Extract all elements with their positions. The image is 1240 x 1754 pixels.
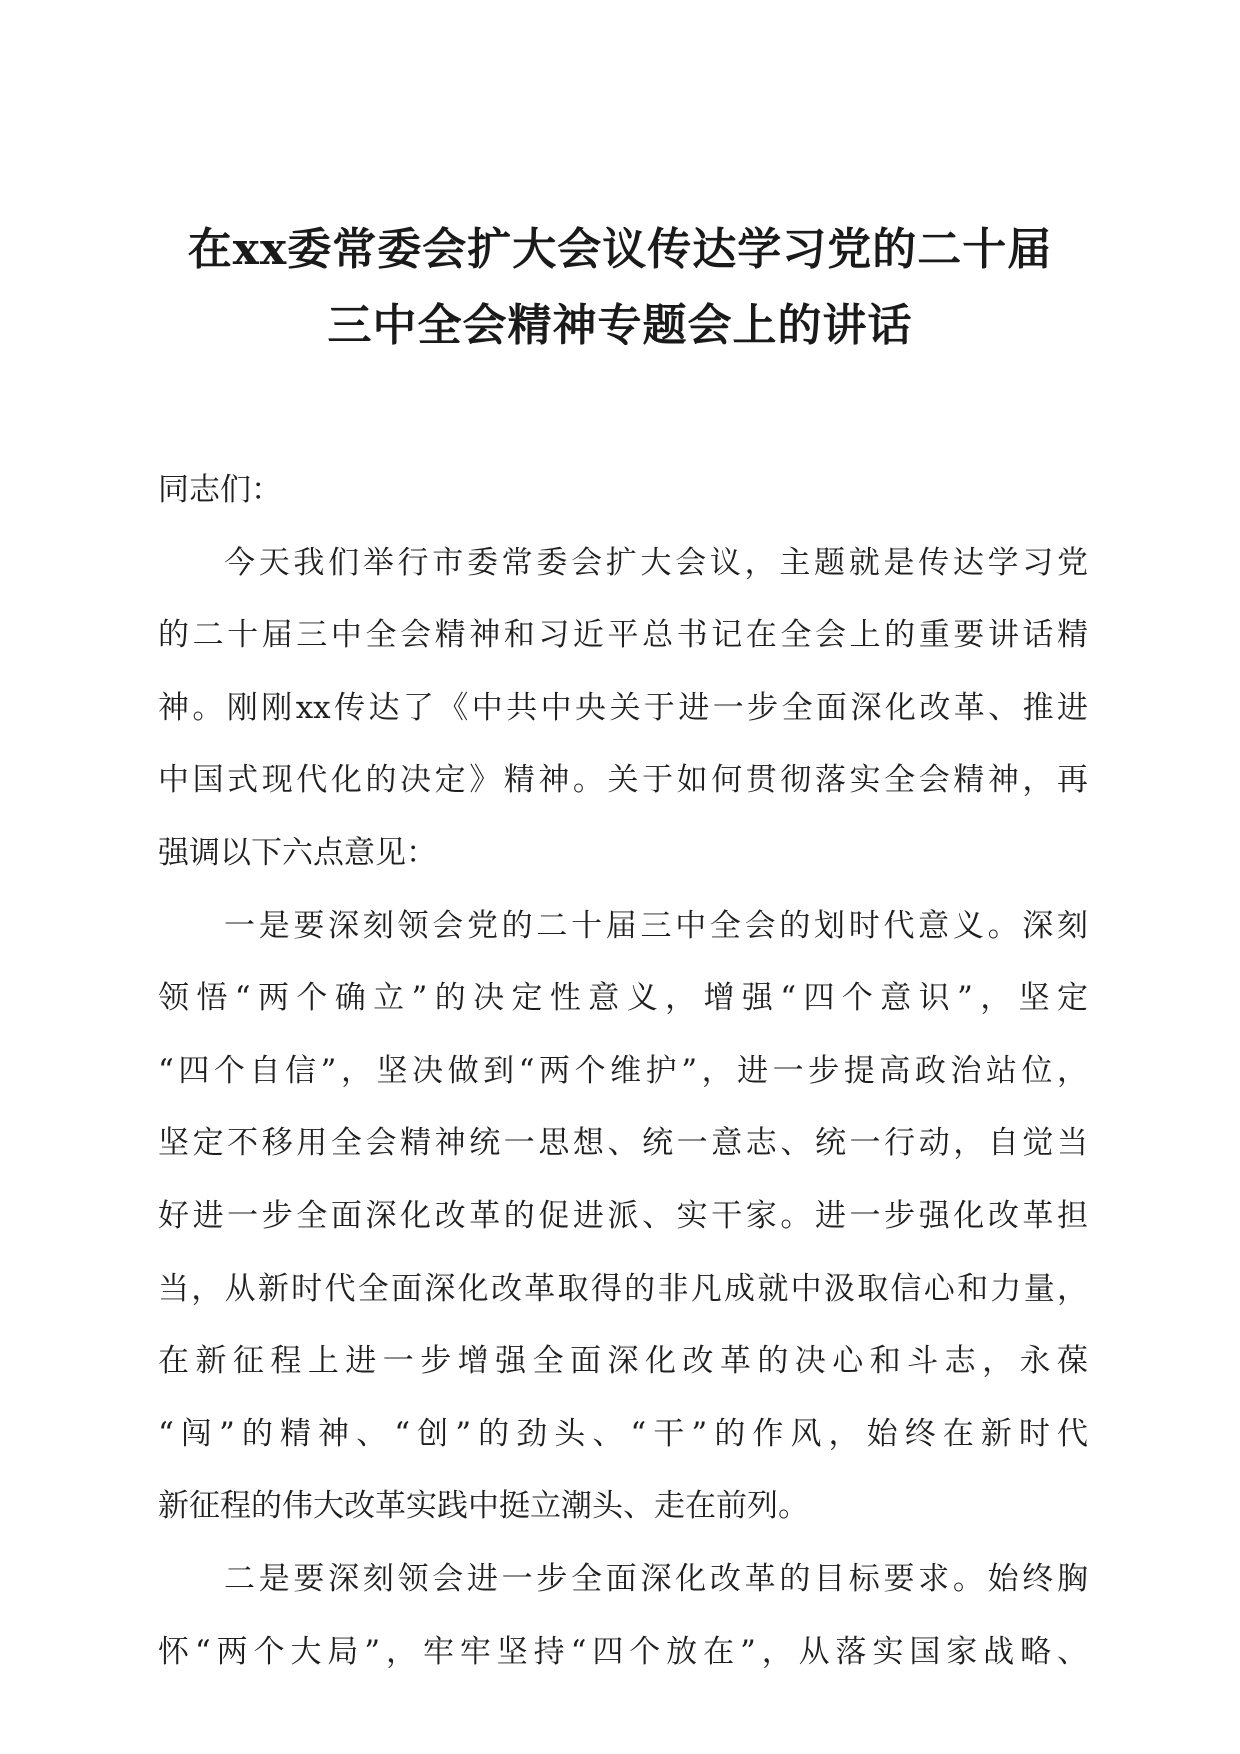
body-line: 二是要深刻领会进一步全面深化改革的目标要求。始终胸: [224, 1560, 1088, 1597]
body-line: 神。刚刚xx传达了《中共中央关于进一步全面深化改革、推进: [158, 689, 1088, 726]
body-line: 新征程的伟大改革实践中挺立潮头、走在前列。: [158, 1488, 809, 1525]
body-line: 坚定不移用全会精神统一思想、统一意志、统一行动，自觉当: [158, 1125, 1088, 1162]
title-line-1: 在xx委常委会扩大会议传达学习党的二十届: [187, 224, 1053, 275]
body-line: 今天我们举行市委常委会扩大会议，主题就是传达学习党: [224, 544, 1088, 581]
body-line: 怀“两个大局”，牢牢坚持“四个放在”，从落实国家战略、: [158, 1633, 1088, 1670]
body-line: “四个自信”，坚决做到“两个维护”，进一步提高政治站位，: [158, 1052, 1088, 1089]
body-line: 强调以下六点意见：: [158, 834, 437, 871]
body-line: “闯”的精神、“创”的劲头、“干”的作风，始终在新时代: [158, 1415, 1088, 1452]
title-line-2: 三中全会精神专题会上的讲话: [327, 300, 913, 351]
body-line: 中国式现代化的决定》精神。关于如何贯彻落实全会精神，再: [158, 762, 1088, 799]
document-body: [158, 454, 1088, 1688]
body-line: 在新征程上进一步增强全面深化改革的决心和斗志，永葆: [158, 1343, 1088, 1380]
body-line: 领悟“两个确立”的决定性意义，增强“四个意识”，坚定: [158, 980, 1088, 1017]
salutation: 同志们：: [158, 472, 282, 508]
body-line: 好进一步全面深化改革的促进派、实干家。进一步强化改革担: [158, 1197, 1088, 1234]
body-line: 当，从新时代全面深化改革取得的非凡成就中汲取信心和力量，: [158, 1270, 1088, 1307]
body-line: 的二十届三中全会精神和习近平总书记在全会上的重要讲话精: [158, 617, 1088, 654]
body-line: 一是要深刻领会党的二十届三中全会的划时代意义。深刻: [224, 907, 1088, 944]
document-title: [120, 212, 1120, 364]
